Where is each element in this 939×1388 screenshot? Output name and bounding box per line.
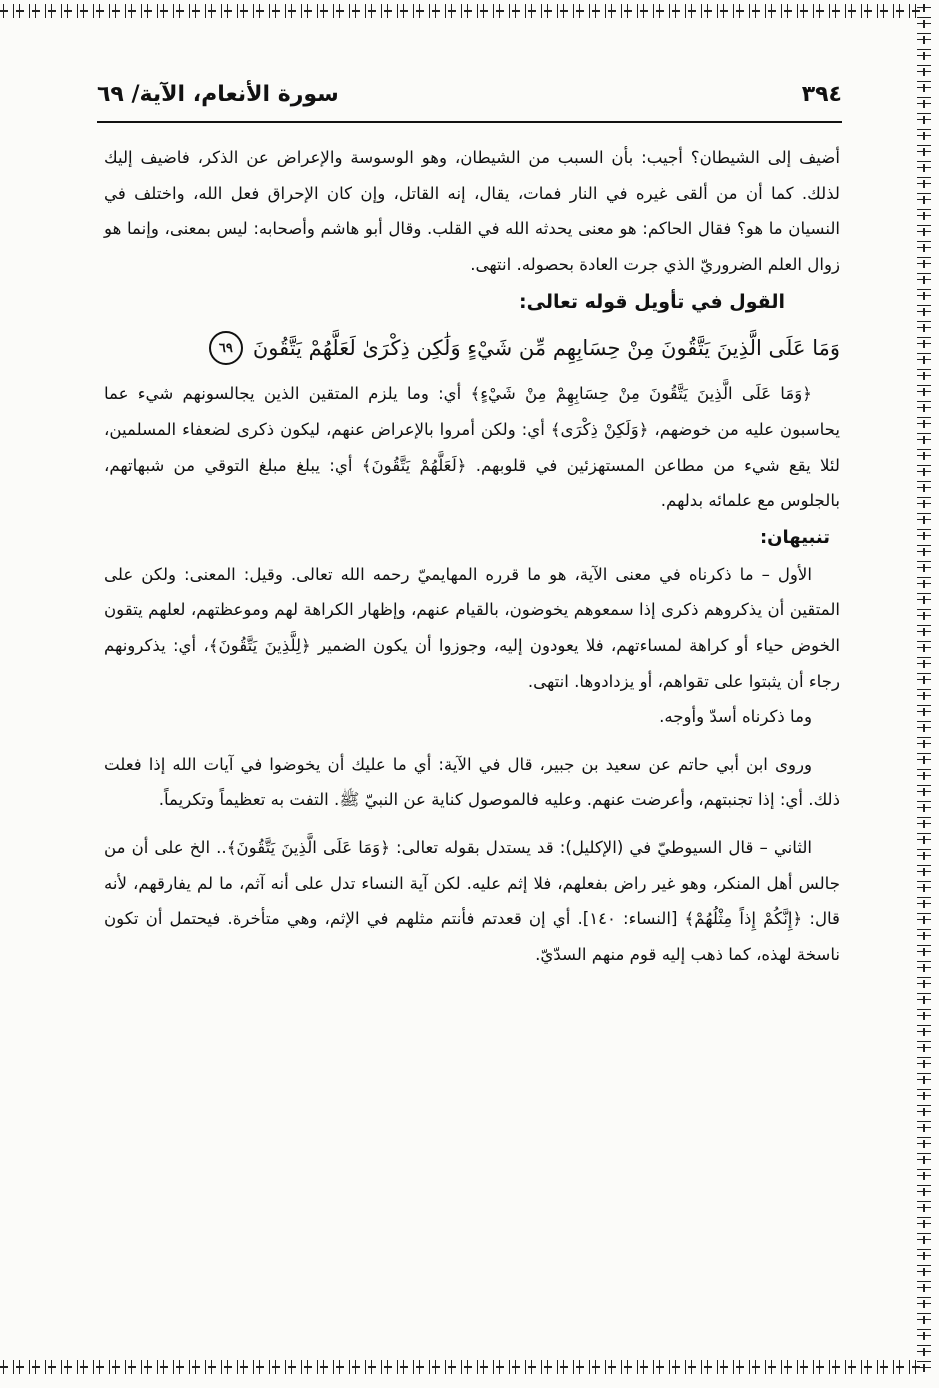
ibn-abi-hatim-narration: وروى ابن أبي حاتم عن سعيد بن جبير، قال في الآية: أي ما عليك أن يخوضوا في آيات الله إذا فعلت ذلك. أي: إذا تجنبتهم، وأعرضت عنهم. وعليه فالموصول كناية عن النبيّ ﷺ. التفت به تعظيماً وتكريماً. <box>104 754 840 810</box>
tanbihan-heading: تنبيهان: <box>759 526 830 548</box>
verse-text: وَمَا عَلَى الَّذِينَ يَتَّقُونَ مِنْ حِسَابِهِم مِّن شَيْءٍ وَلَٰكِن ذِكْرَىٰ لَعَلَّهُمْ يَتَّقُونَ <box>252 335 840 360</box>
paragraph-continuation: أضيف إلى الشيطان؟ أجيب: بأن السبب من الشيطان، وهو الوسوسة والإعراض عن الذكر، فاضيف إليك لذلك. كما أن من ألقى غيره في النار فمات، يقال، إنه القاتل، وإن كان الإحراق فعل الله، واختلف في النسيان ما هو؟ فقال الحاكم: هو معنى يحدثه الله في القلب. وقال أبو هاشم وأصحابه: ليس بمعنى، وإنما هو زوال العلم الضروريّ الذي جرت العادة بحصوله. انتهى. <box>104 148 840 274</box>
right-ornamental-border <box>917 4 931 1374</box>
first-note: الأول – ما ذكرناه في معنى الآية، هو ما قرره المهايميّ رحمه الله تعالى. وقيل: المعنى: ولكن على المتقين أن يذكروهم ذكرى إذا سمعوهم يخوضون، بالقيام عنهم، وإظهار الكراهة لهم وموعظتهم، لعلهم يتقون الخوض حياء أو كراهة لمساءتهم، فلا يعودون إليه، وجوزوا أن يكون الضمير ﴿لِلَّذِينَ يَتَّقُونَ﴾، أي: يذكرونهم رجاء أن يثبتوا على تقواهم، أو يزدادوها. انتهى. <box>104 564 840 691</box>
top-ornamental-border <box>0 4 925 18</box>
running-title: سورة الأنعام، الآية/ ٦٩ <box>97 81 339 107</box>
page-number: ٣٩٤ <box>801 81 842 107</box>
tafsir-paragraph: ﴿وَمَا عَلَى الَّذِينَ يَتَّقُونَ مِنْ حِسَابِهِمْ مِنْ شَيْءٍ﴾ أي: وما يلزم المتقين الذين يجالسونهم شيء عما يحاسبون عليه من خوضهم، ﴿وَلَكِنْ ذِكْرَى﴾ أي: ولكن أمروا بالإعراض عنهم، ليكون ذكرى لضعفاء المسلمين، لئلا يقع شيء من مطاعن المستهزئين في قلوبهم. ﴿لَعَلَّهُمْ يَتَّقُونَ﴾ أي: يبلغ مبلغ التوقي من شبهاتهم، بالجلوس مع علمائه بدلهم. <box>104 384 840 511</box>
quran-verse <box>104 326 840 370</box>
page-body <box>104 140 840 972</box>
header-divider <box>97 121 842 123</box>
bottom-ornamental-border <box>0 1360 925 1374</box>
page-header <box>97 74 842 114</box>
second-note: الثاني – قال السيوطيّ في (الإكليل): قد يستدل بقوله تعالى: ﴿وَمَا عَلَى الَّذِينَ يَتَّقُونَ﴾.. الخ على أن من جالس أهل المنكر، وهو غير راض بفعلهم، فلا إثم عليه. لكن آية النساء تدل على أنه آثم، ما لم يفارقهم، لأنه قال: ﴿إِنَّكُمْ إِذاً مِثْلُهُمْ﴾ [النساء: ١٤٠]. أي إن قعدتم فأنتم مثلهم في الإثم، وهي متأخرة. فيحتمل أن تكون ناسخة لهذه، كما ذهب إليه قوم منهم السدّيّ. <box>104 837 840 964</box>
section-heading: القول في تأويل قوله تعالى: <box>519 291 785 314</box>
note-conclusion: وما ذكرناه أسدّ وأوجه. <box>659 707 812 727</box>
verse-number-marker: ٦٩ <box>209 331 243 365</box>
